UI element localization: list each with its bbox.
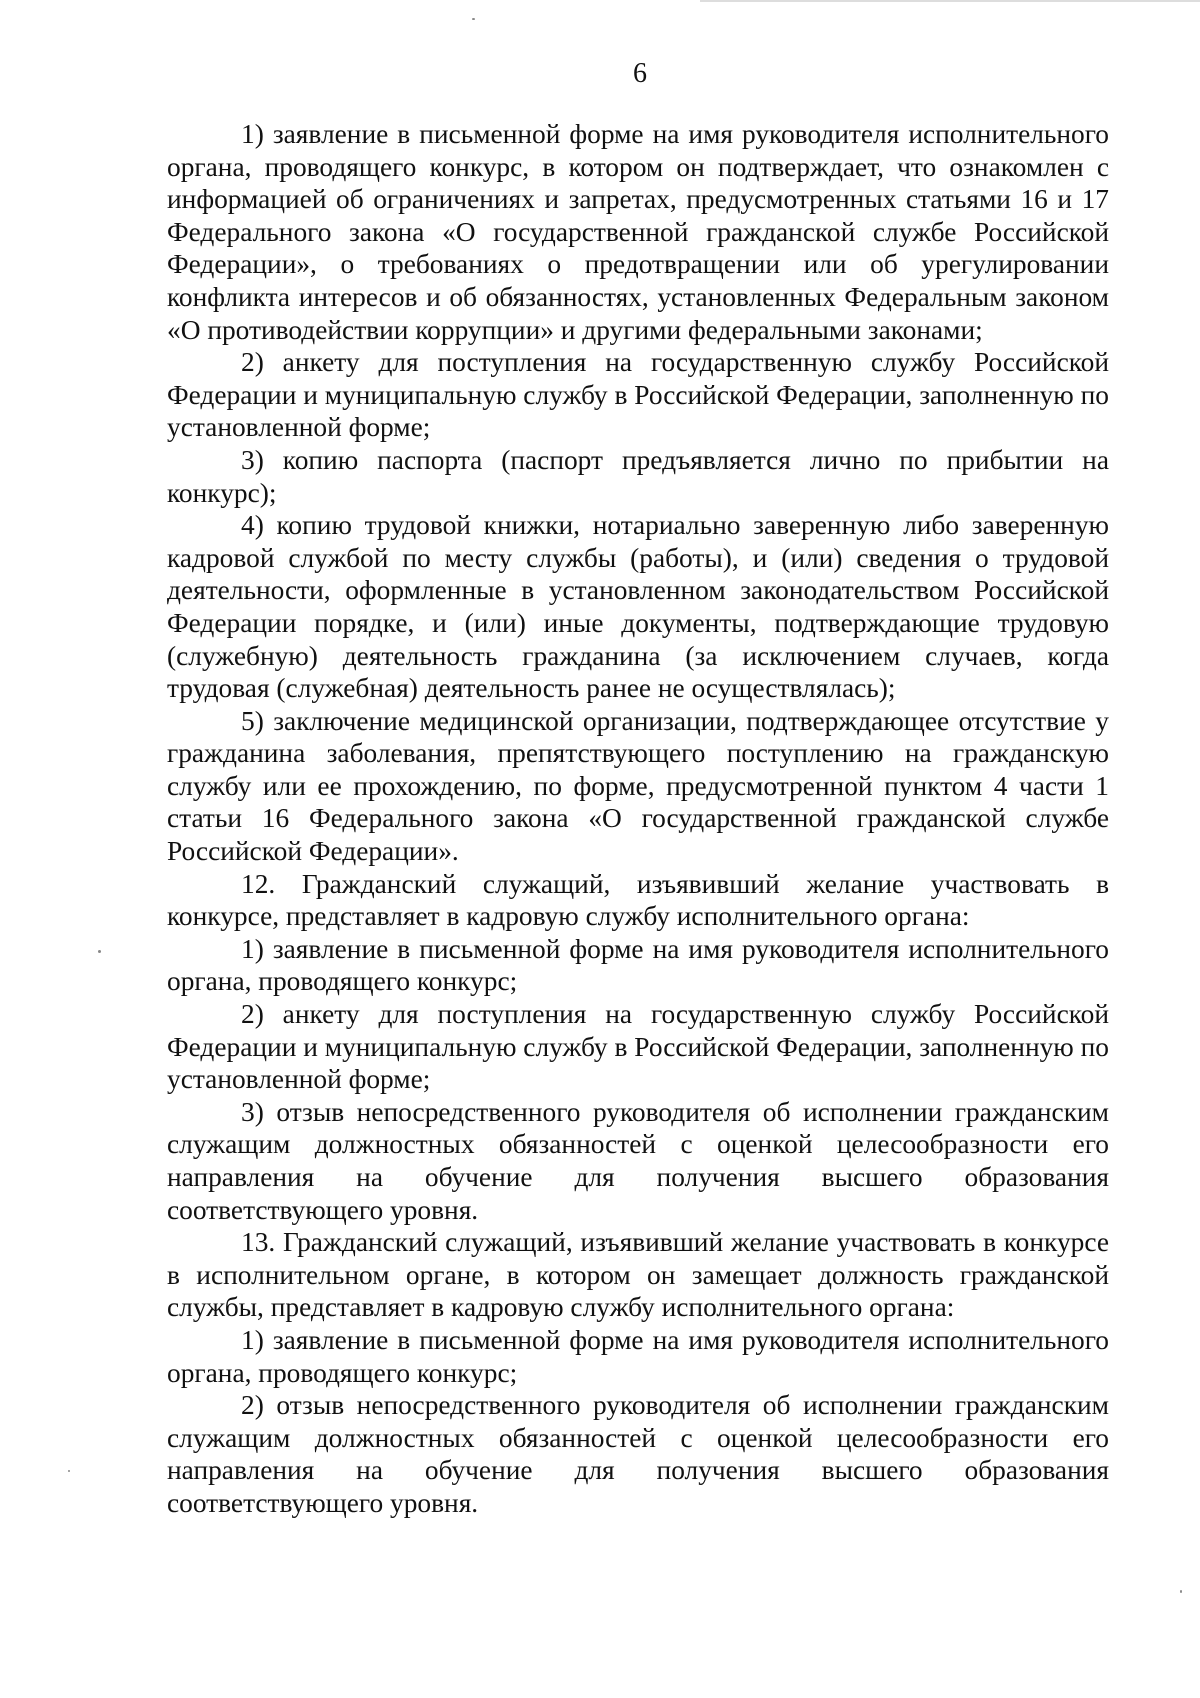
scan-edge-line [700, 0, 1200, 2]
paragraph-section-12: 12. Гражданский служащий, изъявивший желание участвовать в конкурсе, представляет в кадровую службу исполнительного органа: [167, 868, 1109, 932]
paragraph-item-3-passport: 3) копию паспорта (паспорт предъявляется лично по прибытии на конкурс); [167, 444, 1109, 508]
paragraph-section-13-item-2: 2) отзыв непосредственного руководителя об исполнении гражданским служащим должностных обязанностей с оценкой целесообразности его направления на обучение для получения высшего образования соответствующего уровня. [167, 1390, 1109, 1518]
scan-speck [1180, 1590, 1182, 1593]
paragraph-section-12-item-2: 2) анкету для поступления на государственную службу Российской Федерации и муниципальную службу в Российской Федерации, заполненную по установленной форме; [167, 999, 1109, 1095]
page-number: 6 [633, 58, 647, 89]
paragraph-section-12-item-1: 1) заявление в письменной форме на имя руководителя исполнительного органа, проводящего конкурс; [167, 933, 1109, 997]
paragraph-item-4-work-record: 4) копию трудовой книжки, нотариально заверенную либо заверенную кадровой службой по месту службы (работы), и (или) сведения о трудовой деятельности, оформленные в установленном законодательством Российской Федерации порядке, и (или) иные документы, подтверждающие трудовую (служебную) деятельность гражданина (за исключением случаев, когда трудовая (служебная) деятельность ранее не осуществлялась); [167, 510, 1109, 704]
scan-speck [98, 950, 101, 953]
paragraph-item-5-medical: 5) заключение медицинской организации, подтверждающее отсутствие у гражданина заболевания, препятствующего поступлению на гражданскую службу или ее прохождению, по форме, предусмотренной пунктом 4 части 1 статьи 16 Федерального закона «О государственной гражданской службе Российской Федерации». [167, 705, 1109, 867]
document-body [167, 118, 1109, 1520]
paragraph-section-13: 13. Гражданский служащий, изъявивший желание участвовать в конкурсе в исполнительном органе, в котором он замещает должность гражданской службы, представляет в кадровую службу исполнительного органа: [167, 1227, 1109, 1323]
paragraph-section-13-item-1: 1) заявление в письменной форме на имя руководителя исполнительного органа, проводящего конкурс; [167, 1324, 1109, 1388]
paragraph-item-2-questionnaire: 2) анкету для поступления на государственную службу Российской Федерации и муниципальную службу в Российской Федерации, заполненную по установленной форме; [167, 347, 1109, 443]
scan-speck [472, 18, 475, 20]
scan-speck [68, 1470, 70, 1472]
paragraph-section-12-item-3: 3) отзыв непосредственного руководителя об исполнении гражданским служащим должностных обязанностей с оценкой целесообразности его направления на обучение для получения высшего образования соответствующего уровня. [167, 1096, 1109, 1225]
paragraph-item-1-statement: 1) заявление в письменной форме на имя руководителя исполнительного органа, проводящего конкурс, в котором он подтверждает, что ознакомлен с информацией об ограничениях и запретах, предусмотренных статьями 16 и 17 Федерального закона «О государственной гражданской службе Российской Федерации», о требованиях о предотвращении или об урегулировании конфликта интересов и об обязанностях, установленных Федеральным законом «О противодействии коррупции» и другими федеральными законами; [167, 119, 1109, 345]
